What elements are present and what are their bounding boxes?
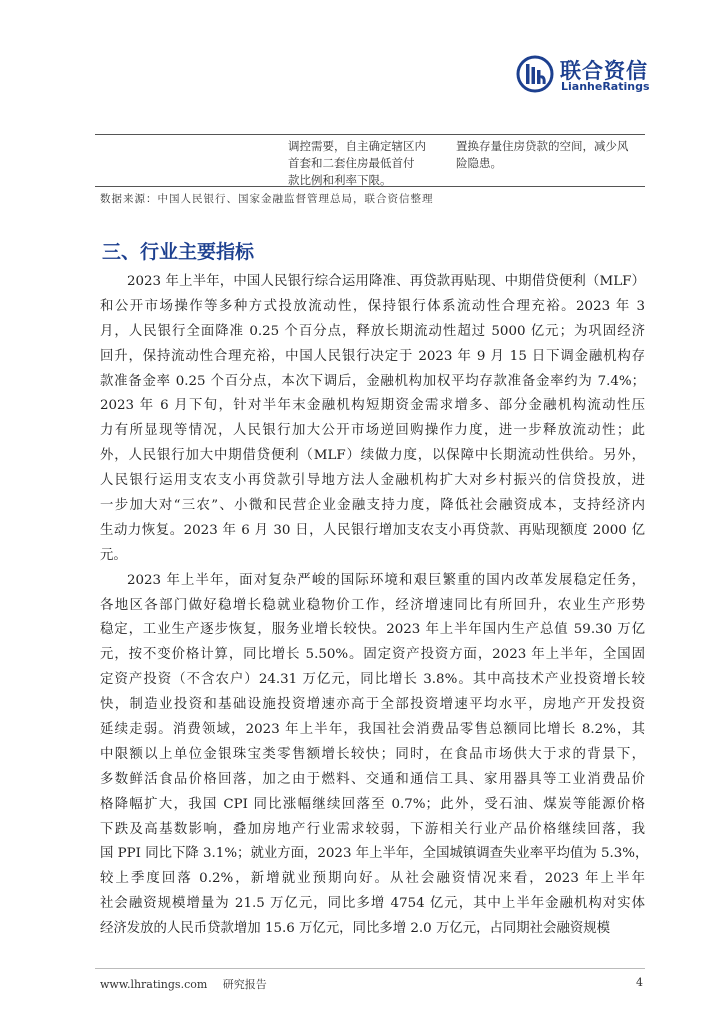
- section-body: [100, 270, 649, 942]
- table-cell-line: 险隐患。: [456, 156, 502, 170]
- body-line: 各地区各部门做好稳增长稳就业稳物价工作，经济增速同比有所回升，农业生产形势: [100, 597, 645, 613]
- body-line: 生动力恢复。2023 年 6 月 30 日，人民银行增加支农支小再贷款、再贴现额度 2000 亿: [100, 522, 645, 538]
- page-number: 4: [636, 976, 643, 989]
- body-line: 中限额以上单位金银珠宝类零售额增长较快；同时，在食品市场供大于求的背景下，: [100, 746, 645, 762]
- footer-website-link[interactable]: www.lhratings.com: [100, 978, 208, 991]
- logo-english-text: LianheRatings: [561, 80, 650, 93]
- body-line: 下跌及高基数影响，叠加房地产行业需求较弱，下游相关行业产品价格继续回落，我: [100, 821, 645, 837]
- body-line: 外，人民银行加大中期借贷便利（MLF）续做力度，以保障中长期流动性供给。另外，: [100, 448, 645, 464]
- table-cell-line: 款比例和利率下限。: [288, 173, 392, 187]
- body-line: 2023 年 6 月下旬，针对半年末金融机构短期资金需求增多、部分金融机构流动性压: [100, 398, 645, 414]
- table-top-rule: [95, 134, 645, 135]
- lianhe-logo-icon: [516, 55, 554, 93]
- table-cell-line: 置换存量住房贷款的空间，减少风: [456, 139, 629, 153]
- body-line: 元。: [100, 547, 127, 563]
- body-line: 稳定，工业生产逐步恢复，服务业增长较快。2023 年上半年国内生产总值 59.30 万亿: [100, 622, 645, 638]
- footer-report-type: 研究报告: [222, 978, 267, 991]
- body-line: 社会融资规模增量为 21.5 万亿元，同比多增 4754 亿元，其中上半年金融机构对实体: [100, 896, 645, 912]
- table-cell-line: 首套和二套住房最低首付: [288, 156, 415, 170]
- body-line: 延续走弱。消费领域，2023 年上半年，我国社会消费品零售总额同比增长 8.2%，其: [100, 722, 645, 738]
- body-line: 人民银行运用支农支小再贷款引导地方法人金融机构扩大对乡村振兴的信贷投放，进: [100, 473, 645, 489]
- body-line: 2023 年上半年，面对复杂严峻的国际环境和艰巨繁重的国内改革发展稳定任务，: [127, 572, 645, 588]
- table-cell-right: [456, 138, 646, 172]
- table-bottom-rule: [95, 186, 645, 187]
- body-line: 款准备金率 0.25 个百分点，本次下调后，金融机构加权平均存款准备金率约为 7.4%；: [100, 373, 645, 389]
- section-heading: 三、行业主要指标: [102, 241, 255, 263]
- table-cell-line: 调控需要，自主确定辖区内: [288, 139, 426, 153]
- body-line: 较上季度回落 0.2%，新增就业预期向好。从社会融资情况来看，2023 年上半年: [100, 871, 645, 887]
- body-line: 格降幅扩大，我国 CPI 同比涨幅继续回落至 0.7%；此外，受石油、煤炭等能源价格: [100, 796, 645, 812]
- body-line: 月，人民银行全面降准 0.25 个百分点，释放长期流动性超过 5000 亿元；为巩固经济: [100, 323, 645, 339]
- table-cell-left: [288, 138, 448, 189]
- body-line: 经济发放的人民币贷款增加 15.6 万亿元，同比多增 2.0 万亿元，占同期社会融资规模: [100, 921, 611, 937]
- company-logo: [516, 55, 696, 95]
- body-line: 元，按不变价格计算，同比增长 5.50%。固定资产投资方面，2023 年上半年，全国固: [100, 647, 645, 663]
- body-line: 和公开市场操作等多种方式投放流动性，保持银行体系流动性合理充裕。2023 年 3: [100, 298, 645, 314]
- body-line: 回升，保持流动性合理充裕，中国人民银行决定于 2023 年 9 月 15 日下调金融机构存: [100, 348, 645, 364]
- data-source-note: 数据来源：中国人民银行、国家金融监督管理总局，联合资信整理: [100, 193, 434, 205]
- body-line: 2023 年上半年，中国人民银行综合运用降准、再贷款再贴现、中期借贷便利（MLF）: [127, 274, 645, 289]
- footer-rule: [95, 968, 645, 969]
- body-line: 一步加大对“三农”、小微和民营企业金融支持力度，降低社会融资成本，支持经济内: [100, 498, 645, 514]
- body-line: 快，制造业投资和基础设施投资增速亦高于全部投资增速平均水平，房地产开发投资: [100, 697, 645, 713]
- footer-left: [100, 976, 267, 992]
- logo-chinese-text: 联合资信: [560, 59, 648, 83]
- body-line: 国 PPI 同比下降 3.1%；就业方面，2023 年上半年，全国城镇调查失业率平均值为 5.3%，: [100, 846, 649, 862]
- body-line: 定资产投资（不含农户）24.31 万亿元，同比增长 3.8%。其中高技术产业投资增长较: [100, 672, 645, 688]
- body-line: 力有所显现等情况，人民银行加大公开市场逆回购操作力度，进一步释放流动性；此: [100, 423, 645, 439]
- body-line: 多数鲜活食品价格回落，加之由于燃料、交通和通信工具、家用器具等工业消费品价: [100, 771, 645, 787]
